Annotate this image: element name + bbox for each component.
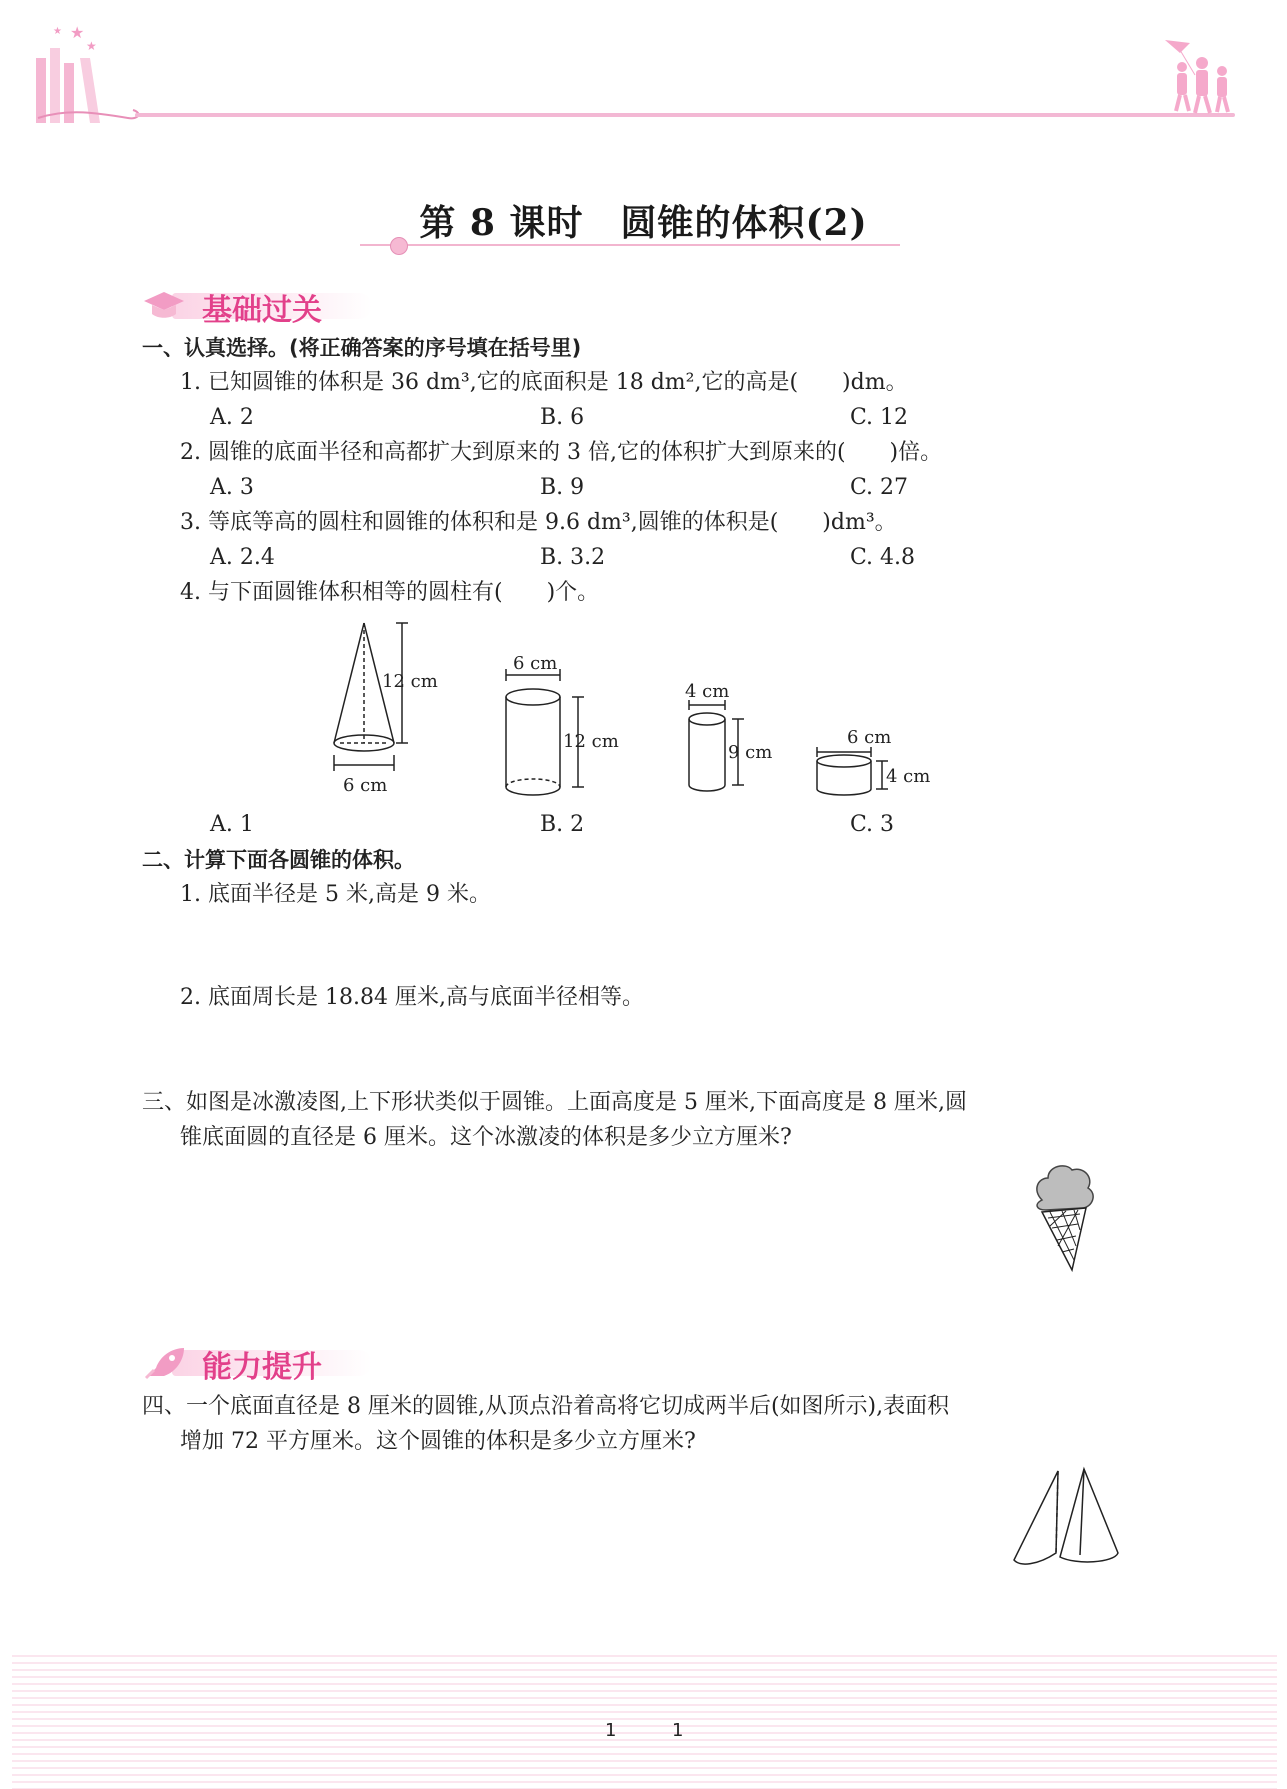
- page-number-left: 1: [605, 1720, 617, 1741]
- q1-item-3: 3. 等底等高的圆柱和圆锥的体积和是 9.6 dm³,圆锥的体积是( )dm³。: [180, 510, 897, 535]
- header-rule: [135, 113, 1235, 117]
- cylinder-d-shape: [817, 747, 888, 795]
- title-dot: [390, 237, 408, 255]
- q2-item-2: 2. 底面周长是 18.84 厘米,高与底面半径相等。: [180, 985, 644, 1010]
- q1-item-2-option-c: C. 27: [850, 475, 909, 500]
- q1-item-3-option-c: C. 4.8: [850, 545, 916, 570]
- q1-item-1: 1. 已知圆锥的体积是 36 dm³,它的底面积是 18 dm²,它的高是( )dm。: [180, 370, 908, 395]
- q2-heading: 二、计算下面各圆锥的体积。: [142, 848, 415, 872]
- cylinder-d-diameter-label: 6 cm: [847, 727, 892, 748]
- q3-line-2: 锥底面圆的直径是 6 厘米。这个冰激凌的体积是多少立方厘米?: [180, 1125, 792, 1150]
- q4-line-1: 四、一个底面直径是 8 厘米的圆锥,从顶点沿着高将它切成两半后(如图所示),表面积: [142, 1394, 950, 1419]
- section-advanced-label: 能力提升: [202, 1350, 322, 1385]
- footer-band: [12, 1655, 1277, 1789]
- page-title: 第 8 课时 圆锥的体积(2): [419, 202, 868, 244]
- page-number-right: 1: [672, 1720, 684, 1741]
- q1-figure: [300, 615, 1000, 815]
- q1-item-2: 2. 圆锥的底面半径和高都扩大到原来的 3 倍,它的体积扩大到原来的( )倍。: [180, 440, 943, 465]
- q1-item-1-option-a: A. 2: [210, 405, 254, 430]
- cylinder-b-diameter-label: 6 cm: [513, 653, 558, 674]
- q1-item-4-option-b: B. 2: [540, 812, 585, 837]
- section-basic-label: 基础过关: [202, 293, 322, 328]
- ice-cream-icon: [1030, 1160, 1100, 1275]
- q1-item-3-option-b: B. 3.2: [540, 545, 606, 570]
- header-children-icon: [1160, 35, 1240, 115]
- section-basic: [142, 285, 402, 328]
- header-logo: [28, 18, 148, 128]
- q3-line-1: 三、如图是冰激凌图,上下形状类似于圆锥。上面高度是 5 厘米,下面高度是 8 厘米,圆: [142, 1090, 967, 1115]
- section-advanced: [142, 1342, 402, 1385]
- q1-item-1-option-c: C. 12: [850, 405, 909, 430]
- svg-text:★: ★: [86, 39, 97, 53]
- q1-item-4-option-a: A. 1: [210, 812, 254, 837]
- cylinder-b-height-label: 12 cm: [563, 731, 619, 752]
- cylinder-d-height-label: 4 cm: [886, 766, 931, 787]
- cone-diameter-label: 6 cm: [343, 775, 388, 796]
- cylinder-c-diameter-label: 4 cm: [685, 681, 730, 702]
- q1-item-2-option-b: B. 9: [540, 475, 585, 500]
- q4-line-2: 增加 72 平方厘米。这个圆锥的体积是多少立方厘米?: [180, 1429, 696, 1454]
- title-underline: [360, 244, 900, 246]
- q1-item-3-option-a: A. 2.4: [210, 545, 275, 570]
- cylinder-c-height-label: 9 cm: [728, 742, 773, 763]
- rocket-icon: [142, 1346, 186, 1380]
- q1-item-1-option-b: B. 6: [540, 405, 585, 430]
- q1-heading: 一、认真选择。(将正确答案的序号填在括号里): [142, 336, 582, 360]
- cone-height-label: 12 cm: [382, 671, 438, 692]
- split-cone-icon: [1010, 1465, 1120, 1570]
- cone-shape: [334, 623, 408, 771]
- graduation-cap-icon: [142, 289, 186, 323]
- svg-text:★: ★: [53, 26, 62, 37]
- q1-item-4: 4. 与下面圆锥体积相等的圆柱有( )个。: [180, 580, 600, 605]
- q1-item-4-option-c: C. 3: [850, 812, 895, 837]
- q1-item-2-option-a: A. 3: [210, 475, 254, 500]
- q2-item-1: 1. 底面半径是 5 米,高是 9 米。: [180, 882, 491, 907]
- svg-text:★: ★: [70, 23, 85, 42]
